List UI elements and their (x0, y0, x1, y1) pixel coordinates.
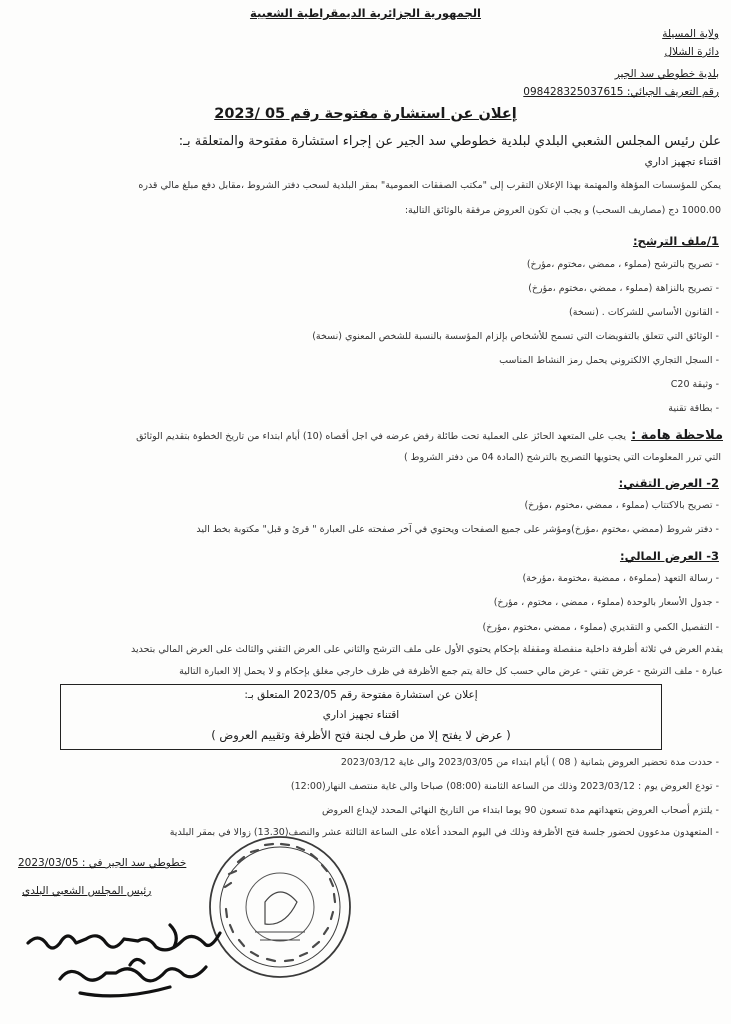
section-2-heading: 2- العرض التقني: (618, 476, 719, 490)
commune-line: بلدية خطوطي سد الجير (614, 68, 719, 80)
term-line: - المتعهدون مدعوون لحضور جلسة فتح الأظرفة وذلك في اليوم المحدد أعلاه على الساعة الثالثة عشر والنصف(13.30) زوالا في بمقر البلدية (169, 827, 719, 838)
section-1-item: - تصريح بالترشح (مملوء ، ممضي ،مختوم ،مؤرخ) (526, 259, 719, 270)
section-1-item: - بطاقة تقنية (668, 403, 719, 414)
term-line: - حددت مدة تحضير العروض بثمانية ( 08 ) أيام ابتداء من 2023/03/05 والى غاية 2023/03/12 (340, 757, 719, 768)
term-line: - تودع العروض يوم : 2023/03/12 وذلك من الساعة الثامنة (08:00) صباحا والى غاية منتصف النهار(12:00) (290, 781, 719, 792)
section-1-item: - الوثائق التي تتعلق بالتفويضات التي تسمح للأشخاص بإلزام المؤسسة بالنسبة للشخص المعنوي (نسخة) (312, 331, 719, 342)
important-note-line-2: التي تبرر المعلومات التي يحتويها التصريح بالترشح (المادة 04 من دفتر الشروط ) (403, 452, 721, 463)
announcement-title: إعلان عن استشارة مفتوحة رقم 05 /2023 (214, 106, 517, 122)
intro-line-3: يمكن للمؤسسات المؤهلة والمهتمة بهذا الإعلان التقرب إلى "مكتب الصفقات العمومية" بمقر البلدية لسحب دفتر الشروط ،مقابل دفع مبلغ مالي قدره (138, 180, 721, 191)
section-3-item: - رسالة التعهد (مملوءة ، ممضية ،مختومة ،مؤرخة) (522, 573, 719, 584)
envelope-label-line-1: إعلان عن استشارة مفتوحة رقم 2023/05 المتعلق بـ: (244, 689, 478, 701)
envelope-text-line-1: يقدم العرض في ثلاثة أظرفة داخلية منفصلة ومقفلة بإحكام يحتوي الأول على ملف الترشح والثاني على العرض التقني والثالث على العرض المالي بتحديد (131, 644, 723, 655)
republic-heading: الجمهورية الجزائرية الديمقراطية الشعبية (249, 6, 481, 20)
section-1-heading: 1/ملف الترشح: (632, 234, 719, 248)
envelope-label-box (60, 684, 662, 750)
important-note-label: ملاحظة هامة : (631, 428, 723, 443)
important-note (8, 424, 723, 443)
intro-line-4: 1000.00 دج (مصاريف السحب) و يجب ان تكون العروض مرفقة بالوثائق التالية: (404, 205, 721, 216)
section-3-heading: 3- العرض المالي: (619, 549, 719, 563)
section-3-item: - التفصيل الكمي و التقديري (مملوء ، ممضي ،مختوم ،مؤرخ) (482, 622, 719, 633)
handwritten-signature-icon (20, 905, 240, 1015)
section-2-item: - دفتر شروط (ممضي ،مختوم ،مؤرخ)ومؤشر على جميع الصفحات ويحتوي في آخر صفحته على العبارة " قرئ و قبل" مكتوبة بخط اليد (196, 524, 719, 535)
envelope-label-line-3: ( عرض لا يفتح إلا من طرف لجنة فتح الأظرفة وتقييم العروض ) (211, 728, 511, 742)
envelope-text-line-2: عبارة - ملف الترشح - عرض تقني - عرض مالي حسب كل حالة يتم جمع الأظرفة في ظرف خارجي مغلق بإحكام و لا يحمل إلا العبارة التالية (179, 666, 723, 677)
intro-line-1: علن رئيس المجلس الشعبي البلدي لبلدية خطوطي سد الجير عن إجراء استشارة مفتوحة والمتعلقة بـ: (178, 134, 721, 149)
section-2-item: - تصريح بالاكتتاب (مملوء ، ممضي ،مختوم ،مؤرخ) (524, 500, 719, 511)
section-3-item: - جدول الأسعار بالوحدة (مملوء ، ممضي ، مختوم ، مؤرخ) (493, 597, 719, 608)
term-line: - يلتزم أصحاب العروض بتعهداتهم مدة تسعون 90 يوما ابتداء من التاريخ النهائي المحدد لإيداع العروض (322, 805, 719, 816)
tax-id-line: رقم التعريف الجبائي: 098428325037615 (523, 86, 719, 98)
section-1-item: - السجل التجاري الالكتروني يحمل رمز النشاط المناسب (499, 355, 719, 366)
section-1-item: - وثيقة C20 (670, 379, 719, 390)
envelope-label-line-2: اقتناء تجهيز اداري (322, 709, 400, 721)
important-note-text: يجب على المتعهد الحائز على العملية تحت طائلة رفض عرضه في اجل أقصاه (10) أيام ابتداء من تاريخ الخطوة بتقديم الوثائق (136, 431, 626, 442)
section-1-item: - القانون الأساسي للشركات . (نسخة) (569, 307, 719, 318)
signatory-role: رئيس المجلس الشعبي البلدي (22, 885, 152, 897)
intro-line-2: اقتناء تجهيز اداري (644, 156, 721, 168)
wilaya-line: ولاية المسيلة (662, 28, 719, 40)
place-date: خطوطي سد الجير في : 2023/03/05 (18, 857, 187, 869)
section-1-item: - تصريح بالنزاهة (مملوء ، ممضي ،مختوم ،مؤرخ) (528, 283, 719, 294)
daira-line: دائرة الشلال (664, 46, 719, 58)
